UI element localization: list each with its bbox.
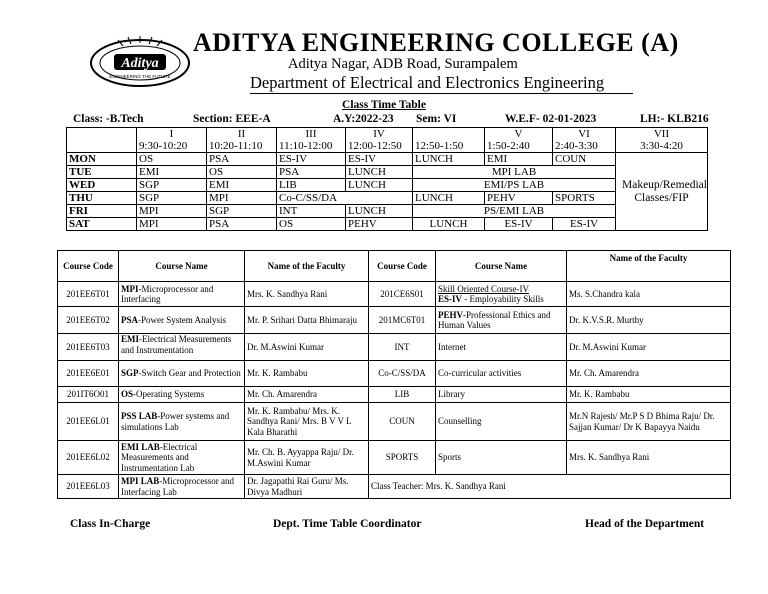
course-code: 201IT6O01 (58, 387, 119, 403)
slot: LIB (277, 179, 346, 192)
period-number: VI (553, 128, 616, 141)
period-time: 12:50-1:50 (413, 140, 485, 153)
course-code: Co-C/SS/DA (369, 361, 436, 387)
header-course-code: Course Code (369, 251, 436, 282)
slot-lab: EMI/PS LAB (413, 179, 616, 192)
slot: MPI (137, 218, 207, 231)
slot: PSA (207, 153, 277, 166)
course-code: COUN (369, 403, 436, 441)
svg-text:Aditya: Aditya (121, 56, 159, 71)
course-code: 201EE6T02 (58, 307, 119, 334)
period-time: 10:20-11:10 (207, 140, 277, 153)
course-name: EMI-Electrical Measurements and Instrumentation (119, 334, 245, 361)
header-course-code: Course Code (58, 251, 119, 282)
slot: OS (137, 153, 207, 166)
faculty-name: Dr. M.Aswini Kumar (567, 334, 731, 361)
course-name: PSA-Power System Analysis (119, 307, 245, 334)
slot: ES-IV (553, 218, 616, 231)
slot: Co-C/SS/DA (277, 192, 413, 205)
course-code: INT (369, 334, 436, 361)
course-name: EMI LAB-Electrical Measurements and Instrumentation Lab (119, 441, 245, 475)
faculty-name: Mr. K. Rambabu/ Mrs. K. Sandhya Rani/ Mrs. B V V L Kala Bharathi (245, 403, 369, 441)
course-code: 201EE6T01 (58, 282, 119, 307)
course-code: LIB (369, 387, 436, 403)
slot: ES-IV (277, 153, 346, 166)
slot: PEHV (485, 192, 553, 205)
day-label: TUE (67, 166, 137, 179)
course-code: 201EE6L02 (58, 441, 119, 475)
slot: SGP (137, 179, 207, 192)
college-name: ADITYA ENGINEERING COLLEGE (A) (193, 28, 679, 57)
table-row (58, 403, 731, 441)
period-number: V (485, 128, 553, 141)
table-row (58, 441, 731, 475)
header-course-name: Course Name (119, 251, 245, 282)
course-name: PSS LAB-Power systems and simulations Lab (119, 403, 245, 441)
faculty-name: Dr. K.V.S.R. Murthy (567, 307, 731, 334)
day-label: SAT (67, 218, 137, 231)
table-row (58, 361, 731, 387)
table-row (58, 475, 731, 499)
course-name: PEHV-Professional Ethics and Human Values (436, 307, 567, 334)
slot-lunch: LUNCH (413, 153, 485, 166)
header-faculty: Name of the Faculty (245, 251, 369, 282)
faculty-name: Mr. K. Rambabu (245, 361, 369, 387)
course-name: Co-curricular activities (436, 361, 567, 387)
course-name: Counselling (436, 403, 567, 441)
slot: SGP (207, 205, 277, 218)
slot: EMI (137, 166, 207, 179)
course-code: 201EE6L03 (58, 475, 119, 499)
svg-text:ENGINEERING THE FUTURE: ENGINEERING THE FUTURE (109, 74, 171, 79)
day-label: THU (67, 192, 137, 205)
period-number: VII (616, 128, 708, 141)
college-address: Aditya Nagar, ADB Road, Surampalem (288, 56, 518, 72)
course-table-header (58, 251, 731, 282)
slot: EMI (207, 179, 277, 192)
table-row (58, 334, 731, 361)
period-time: 1:50-2:40 (485, 140, 553, 153)
slot: ES-IV (346, 153, 413, 166)
day-label: FRI (67, 205, 137, 218)
weekly-timetable (66, 127, 708, 231)
header-faculty: Name of the Faculty (567, 251, 731, 282)
course-code: SPORTS (369, 441, 436, 475)
course-name: MPI LAB-Microprocessor and Interfacing Lab (119, 475, 245, 499)
slot: MPI (207, 192, 277, 205)
faculty-name: Mr. Ch. Amarendra (567, 361, 731, 387)
header-course-name: Course Name (436, 251, 567, 282)
course-code: 201EE6T03 (58, 334, 119, 361)
course-faculty-table (57, 250, 731, 499)
slot-lunch: LUNCH (413, 218, 485, 231)
semester-label: Sem: VI (416, 113, 457, 125)
slot-lunch: LUNCH (346, 166, 413, 179)
lecture-hall-label: LH:- KLB216 (640, 113, 709, 125)
class-teacher: Class Teacher: Mrs. K. Sandhya Rani (369, 475, 731, 499)
slot: COUN (553, 153, 616, 166)
faculty-name: Mr. P. Srihari Datta Bhimaraju (245, 307, 369, 334)
college-logo (88, 34, 192, 88)
section-label: Section: EEE-A (193, 113, 271, 125)
faculty-name: Mrs. K. Sandhya Rani (567, 441, 731, 475)
period-number: III (277, 128, 346, 141)
slot-lunch: LUNCH (413, 192, 485, 205)
slot-lab: PS/EMI LAB (413, 205, 616, 218)
day-row-fri (67, 205, 708, 218)
period-time-row (67, 140, 708, 153)
wef-label: W.E.F- 02-01-2023 (505, 113, 597, 125)
period-number: IV (346, 128, 413, 141)
department-name: Department of Electrical and Electronics Engineering (250, 73, 605, 92)
academic-year-label: A.Y:2022-23 (333, 113, 394, 125)
period-number (413, 128, 485, 141)
day-row-sat (67, 218, 708, 231)
slot: PSA (277, 166, 346, 179)
slot: OS (207, 166, 277, 179)
slot: SPORTS (553, 192, 616, 205)
table-row (58, 387, 731, 403)
slot: PSA (207, 218, 277, 231)
faculty-name: Dr. M.Aswini Kumar (245, 334, 369, 361)
class-incharge-signature: Class In-Charge (70, 518, 151, 530)
faculty-name: Mr. Ch. Amarendra (245, 387, 369, 403)
course-name: MPI-Microprocessor and Interfacing (119, 282, 245, 307)
period-number: I (137, 128, 207, 141)
period-time: 9:30-10:20 (137, 140, 207, 153)
period-time: 11:10-12:00 (277, 140, 346, 153)
course-name: Sports (436, 441, 567, 475)
faculty-name: Mr. K. Rambabu (567, 387, 731, 403)
coordinator-signature: Dept. Time Table Coordinator (273, 518, 422, 530)
day-row-wed (67, 179, 708, 192)
period-number: II (207, 128, 277, 141)
slot: SGP (137, 192, 207, 205)
day-label: WED (67, 179, 137, 192)
day-label: MON (67, 153, 137, 166)
day-row-mon (67, 153, 708, 166)
course-name: Library (436, 387, 567, 403)
period-time: 12:00-12:50 (346, 140, 413, 153)
hod-signature: Head of the Department (585, 518, 705, 530)
faculty-name: Dr. Jagapathi Rai Guru/ Ms. Divya Madhuri (245, 475, 369, 499)
timetable-title: Class Time Table (342, 99, 426, 111)
course-name: SGP-Switch Gear and Protection (119, 361, 245, 387)
period-time: 3:30-4:20 (616, 140, 708, 153)
day-row-tue (67, 166, 708, 179)
course-code: 201EE6L01 (58, 403, 119, 441)
header-divider (250, 93, 633, 94)
slot-lab: MPI LAB (413, 166, 616, 179)
period-time: 2:40-3:30 (553, 140, 616, 153)
slot: EMI (485, 153, 553, 166)
slot: PEHV (346, 218, 413, 231)
slot: INT (277, 205, 346, 218)
day-row-thu (67, 192, 708, 205)
table-row (58, 307, 731, 334)
table-row (58, 282, 731, 307)
course-name: Skill Oriented Course-IV ES-IV - Employability Skills (436, 282, 567, 307)
period-number-row (67, 128, 708, 141)
slot: ES-IV (485, 218, 553, 231)
faculty-name: Mrs. K. Sandhya Rani (245, 282, 369, 307)
makeup-remedial-note: Makeup/Remedial Classes/FIP (616, 153, 708, 231)
slot: OS (277, 218, 346, 231)
class-label: Class: -B.Tech (73, 113, 144, 125)
slot-lunch: LUNCH (346, 205, 413, 218)
faculty-name: Mr. Ch. B. Ayyappa Raju/ Dr. M.Aswini Kumar (245, 441, 369, 475)
course-name: OS-Operating Systems (119, 387, 245, 403)
course-code: 201CE6S01 (369, 282, 436, 307)
course-code: 201EE6E01 (58, 361, 119, 387)
course-code: 201MC6T01 (369, 307, 436, 334)
faculty-name: Ms. S.Chandra kala (567, 282, 731, 307)
slot: MPI (137, 205, 207, 218)
slot-lunch: LUNCH (346, 179, 413, 192)
faculty-name: Mr.N Rajesh/ Mr.P S D Bhima Raju/ Dr. Sajjan Kumar/ Dr K Bapayya Naidu (567, 403, 731, 441)
course-name: Internet (436, 334, 567, 361)
